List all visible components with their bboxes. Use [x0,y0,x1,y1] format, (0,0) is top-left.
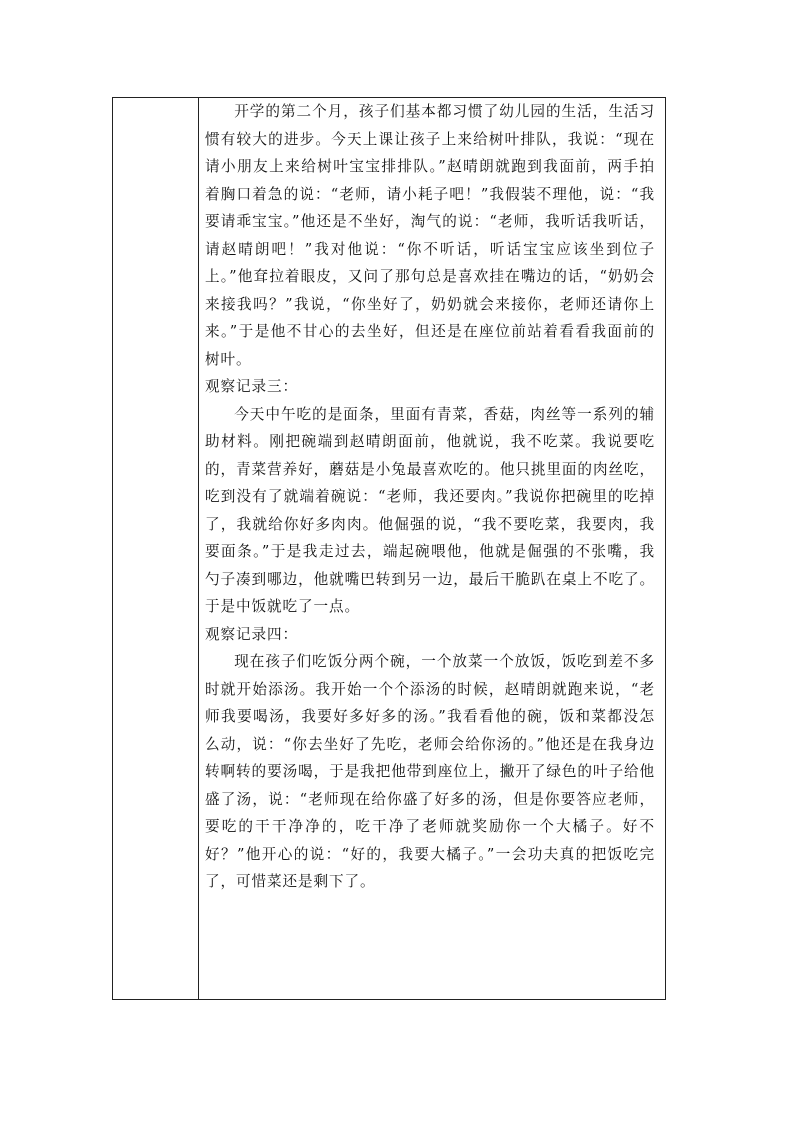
observation-paragraph-1: 开学的第二个月，孩子们基本都习惯了幼儿园的生活，生活习惯有较大的进步。今天上课让孩子上来给树叶排队，我说：“现在请小朋友上来给树叶宝宝排排队。”赵晴朗就跑到我面前，两手拍着胸口着急的说：“老师，请小耗子吧！”我假装不理他，说：“我要请乖宝宝。”他还是不坐好，淘气的说：“老师，我听话我听话，请赵晴朗吧！”我对他说：“你不听话，听话宝宝应该坐到位子上。”他耷拉着眼皮，又问了那句总是喜欢挂在嘴边的话，“奶奶会来接我吗？”我说，“你坐好了，奶奶就会来接你，老师还请你上来。”于是他不甘心的去坐好，但还是在座位前站着看看我面前的树叶。 [205,103,655,368]
observation-heading-4: 观察记录四： [205,625,298,643]
table-content-cell [199,98,665,999]
observation-paragraph-4: 现在孩子们吃饭分两个碗，一个放菜一个放饭，饭吃到差不多时就开始添汤。我开始一个个添汤的时候，赵晴朗就跑来说，“老师我要喝汤，我要好多好多的汤。”我看看他的碗，饭和菜都没怎么动，说：“你去坐好了先吃，老师会给你汤的。”他还是在我身边转啊转的要汤喝，于是我把他带到座位上，撇开了绿色的叶子给他盛了汤，说：“老师现在给你盛了好多的汤，但是你要答应老师，要吃的干干净净的，吃干净了老师就奖励你一个大橘子。好不好？”他开心的说：“好的，我要大橘子。”一会功夫真的把饭吃完了，可惜菜还是剩下了。 [205,653,655,890]
observation-table [112,97,666,1000]
observation-text [205,98,655,896]
observation-paragraph-3: 今天中午吃的是面条，里面有青菜，香菇，肉丝等一系列的辅助材料。刚把碗端到赵晴朗面前，他就说，我不吃菜。我说要吃的，青菜营养好，蘑菇是小兔最喜欢吃的。他只挑里面的肉丝吃，吃到没有了就端着碗说：“老师，我还要肉。”我说你把碗里的吃掉了，我就给你好多肉肉。他倔强的说，“我不要吃菜，我要肉，我要面条。”于是我走过去，端起碗喂他，他就是倔强的不张嘴，我勺子凑到哪边，他就嘴巴转到另一边，最后干脆趴在桌上不吃了。于是中饭就吃了一点。 [205,405,655,615]
observation-heading-3: 观察记录三： [205,378,298,395]
table-label-cell [113,98,199,999]
